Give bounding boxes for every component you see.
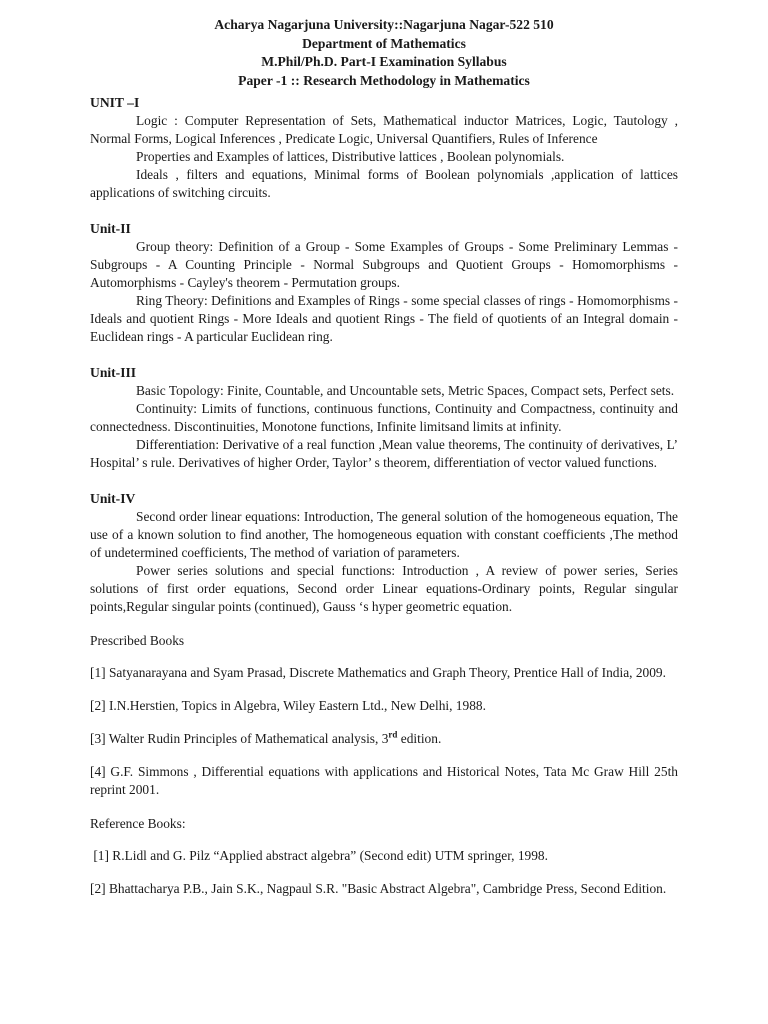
unit-paragraph: Differentiation: Derivative of a real function ,Mean value theorems, The continuity of derivatives, L’ Hospital’ s rule. Derivatives of higher Order, Taylor’ s theorem, differentiation of vector valued functions.	[90, 437, 678, 470]
prescribed-book-4: [4] G.F. Simmons , Differential equations with applications and Historical Notes, Tata Mc Graw Hill 25th reprint 2001.	[90, 764, 678, 797]
unit-title: Unit-III	[90, 365, 137, 380]
unit-paragraph: Logic : Computer Representation of Sets, Mathematical inductor Matrices, Logic, Tautology , Normal Forms, Logical Inferences , Predicate Logic, Universal Quantifiers, Rules of Inference	[90, 113, 678, 146]
unit-paragraph: Basic Topology: Finite, Countable, and Uncountable sets, Metric Spaces, Compact sets, Perfect sets.	[136, 383, 675, 398]
syllabus-page	[90, 16, 678, 898]
exam-syllabus-title: M.Phil/Ph.D. Part-I Examination Syllabus	[261, 54, 507, 69]
university-name: Acharya Nagarjuna University::Nagarjuna Nagar-522 510	[214, 17, 554, 32]
reference-book-2: [2] Bhattacharya P.B., Jain S.K., Nagpaul S.R. "Basic Abstract Algebra", Cambridge Press, Second Edition.	[90, 881, 667, 896]
reference-books-label: Reference Books:	[90, 816, 186, 831]
reference-book-1: [1] R.Lidl and G. Pilz “Applied abstract algebra” (Second edit) UTM springer, 1998.	[90, 848, 548, 863]
unit-paragraph: Ring Theory: Definitions and Examples of Rings - some special classes of rings - Homomorphisms - Ideals and quotient Rings - More Ideals and quotient Rings - The field of quotients of an Integral domain - Euclidean rings - A particular Euclidean ring.	[90, 293, 678, 344]
book-3-superscript: rd	[388, 729, 398, 740]
unit-paragraph: Power series solutions and special functions: Introduction , A review of power series, Series solutions of first order equations, Second order Linear equations-Ordinary points, Regular singular points,Regular singular points (continued), Gauss ‘s hyper geometric equation.	[90, 563, 678, 614]
unit-title: Unit-II	[90, 221, 131, 236]
unit-1	[90, 94, 678, 202]
reference-books-section	[90, 815, 678, 898]
unit-title: Unit-IV	[90, 491, 136, 506]
prescribed-book-3	[90, 730, 678, 748]
unit-paragraph: Second order linear equations: Introduction, The general solution of the homogeneous equation, The use of a known solution to find another, The homogeneous equation with constant coefficients ,The method of undetermined coefficients, The method of variation of parameters.	[90, 509, 678, 560]
document-header	[90, 16, 678, 90]
prescribed-book-2: [2] I.N.Herstien, Topics in Algebra, Wiley Eastern Ltd., New Delhi, 1988.	[90, 698, 486, 713]
unit-paragraph: Group theory: Definition of a Group - Some Examples of Groups - Some Preliminary Lemmas - Subgroups - A Counting Principle - Normal Subgroups and Quotient Groups - Homomorphisms - Automorphisms - Cayley's theorem - Permutation groups.	[90, 239, 678, 290]
prescribed-books-label: Prescribed Books	[90, 633, 185, 648]
department-name: Department of Mathematics	[302, 35, 466, 51]
unit-paragraph: Ideals , filters and equations, Minimal forms of Boolean polynomials ,application of lattices applications of switching circuits.	[90, 167, 678, 200]
unit-3	[90, 364, 678, 472]
unit-paragraph: Continuity: Limits of functions, continuous functions, Continuity and Compactness, continuity and connectedness. Discontinuities, Monotone functions, Infinite limitsand limits at infinity.	[90, 401, 678, 434]
unit-paragraph: Properties and Examples of lattices, Distributive lattices , Boolean polynomials.	[136, 149, 565, 164]
book-3-text: [3] Walter Rudin Principles of Mathematical analysis, 3	[90, 731, 389, 746]
unit-4	[90, 490, 678, 616]
unit-2	[90, 220, 678, 346]
prescribed-books-section	[90, 632, 678, 799]
paper-title: Paper -1 :: Research Methodology in Mathematics	[238, 72, 530, 88]
unit-title: UNIT –I	[90, 95, 140, 110]
book-3-suffix: edition.	[397, 731, 442, 746]
prescribed-book-1: [1] Satyanarayana and Syam Prasad, Discrete Mathematics and Graph Theory, Prentice Hall of India, 2009.	[90, 665, 666, 680]
